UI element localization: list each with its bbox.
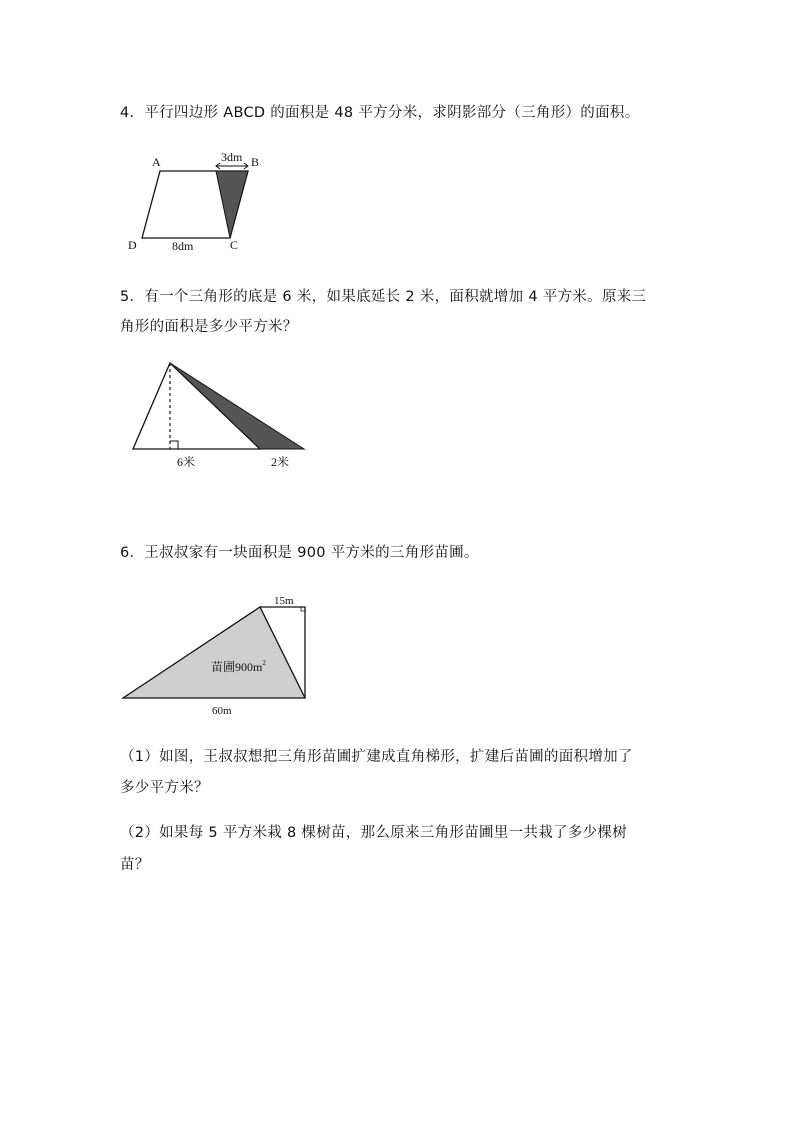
question-4-text: 4．平行四边形 ABCD 的面积是 48 平方分米，求阴影部分（三角形）的面积。	[120, 105, 640, 121]
question-5-line-2: 角形的面积是多少平方米？	[120, 319, 298, 335]
label-6m: 6米	[177, 455, 196, 469]
vertex-a-label: A	[152, 155, 161, 169]
question-6-text: 6．王叔叔家有一块面积是 900 平方米的三角形苗圃。	[120, 545, 479, 561]
question-6-part-2-line-1: （2）如果每 5 平方米栽 8 棵树苗，那么原来三角形苗圃里一共栽了多少棵树	[120, 825, 628, 841]
nursery-triangle	[123, 607, 305, 698]
label-8dm: 8dm	[172, 239, 194, 253]
original-triangle	[133, 363, 260, 449]
label-15m: 15m	[274, 595, 294, 607]
question-6-part-2-line-2: 苗？	[120, 857, 150, 873]
right-angle-mark	[170, 441, 178, 449]
triangle-extension-figure	[120, 355, 320, 475]
label-2m: 2米	[271, 455, 290, 469]
vertex-d-label: D	[128, 238, 137, 252]
shaded-triangle	[216, 171, 248, 238]
nursery-area-label: 苗圃900m	[211, 660, 263, 674]
question-6-part-1-line-1: （1）如图，王叔叔想把三角形苗圃扩建成直角梯形，扩建后苗圃的面积增加了	[120, 749, 633, 765]
nursery-figure	[115, 590, 315, 720]
added-shaded-triangle	[170, 363, 304, 449]
question-5-line-1: 5．有一个三角形的底是 6 米，如果底延长 2 米，面积就增加 4 平方米。原来三	[120, 289, 647, 305]
vertex-c-label: C	[230, 238, 239, 252]
nursery-area-superscript: 2	[262, 659, 266, 667]
label-3dm: 3dm	[221, 150, 243, 164]
svg-text:苗圃900m2	[211, 659, 266, 674]
parallelogram-figure	[120, 145, 280, 255]
question-6-part-1-line-2: 多少平方米？	[120, 780, 209, 796]
vertex-b-label: B	[251, 155, 260, 169]
label-60m: 60m	[212, 705, 232, 717]
